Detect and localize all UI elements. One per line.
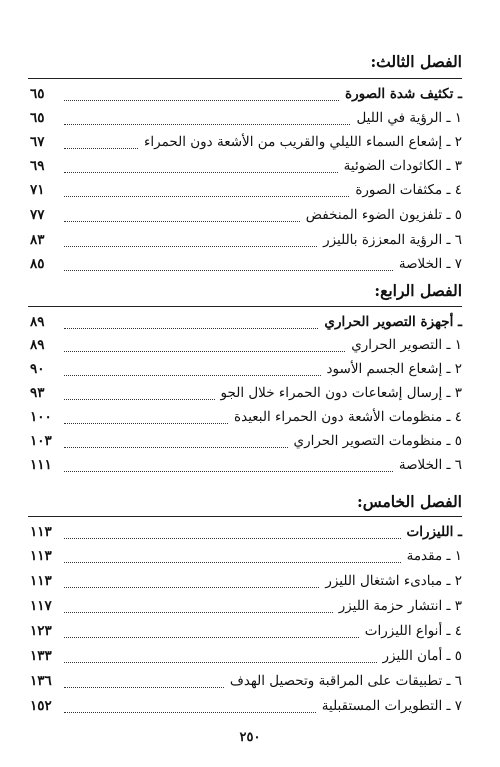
entry-page: ١١٣ [30,524,52,540]
toc-entry [30,453,462,477]
entry-title: ١ ـ التصوير الحراري [351,337,462,353]
entry-title: ـ أجهزة التصوير الحراري [324,314,462,330]
entry-page: ٧٧ [30,207,45,223]
entry-page: ٨٣ [30,232,45,248]
entry-page: ١٠٣ [30,433,52,449]
entry-page: ١١١ [30,457,52,473]
dot-leader [64,638,377,663]
chapter-heading: الفصل الثالث: [370,52,462,71]
entry-title: ٣ ـ إرسال إشعاعات دون الحمراء خلال الجو [220,385,462,401]
entry-page: ١٥٢ [30,698,52,714]
dot-leader [64,172,349,197]
page-number: ٢٥٠ [239,730,261,745]
entry-title: ٣ ـ الكاثودات الضوئية [343,158,462,174]
entry-page: ١٣٣ [30,648,52,664]
entry-title: ٧ ـ الخلاصة [398,256,462,272]
entry-page: ٨٩ [30,337,45,353]
dot-leader [64,304,318,329]
entry-title: ٢ ـ إشعاع السماء الليلي والقريب من الأشعة دون الحمراء [144,134,462,150]
dot-leader [64,124,138,149]
dot-leader [64,663,224,688]
dot-leader [64,588,333,613]
entry-title: ٢ ـ إشعاع الجسم الأسود [326,361,462,377]
dot-leader [64,246,393,271]
entry-title: ٣ ـ انتشار حزمة الليزر [338,598,462,614]
entry-title: ٤ ـ أنواع الليزرات [364,623,462,639]
chapter-heading: الفصل الخامس: [357,492,462,511]
entry-page: ٦٥ [30,110,45,126]
dot-leader [64,538,401,563]
dot-leader [64,563,319,588]
entry-page: ١٢٣ [30,623,52,639]
dot-leader [64,148,338,173]
entry-page: ١١٣ [30,548,52,564]
entry-page: ٦٩ [30,158,45,174]
entry-page: ٦٧ [30,134,45,150]
entry-title: ١ ـ الرؤية في الليل [356,110,462,126]
dot-leader [64,613,359,638]
dot-leader [64,222,317,247]
entry-title: ٥ ـ أمان الليزر [382,648,462,664]
dot-leader [64,399,228,424]
entry-title: ٤ ـ مكثفات الصورة [355,182,462,198]
dot-leader [64,197,300,222]
chapter-heading: الفصل الرابع: [374,281,462,300]
entry-title: ٦ ـ تطبيقات على المراقبة وتحصيل الهدف [229,673,462,689]
entry-title: ٦ ـ الخلاصة [398,457,462,473]
entry-title: ـ تكثيف شدة الصورة [345,86,462,102]
dot-leader [64,688,316,713]
dot-leader [64,351,321,376]
entry-title: ـ الليزرات [406,524,462,540]
entry-page: ١١٣ [30,573,52,589]
entry-page: ٨٩ [30,314,45,330]
entry-title: ١ ـ مقدمة [406,548,462,564]
entry-title: ٥ ـ تلفزيون الضوء المنخفض [305,207,462,223]
toc-entry [30,252,462,276]
entry-title: ٦ ـ الرؤية المعززة بالليزر [323,232,462,248]
dot-leader [64,327,345,352]
entry-page: ٩٣ [30,385,45,401]
entry-page: ١٣٦ [30,673,52,689]
entry-page: ١١٧ [30,598,52,614]
dot-leader [64,514,401,539]
entry-page: ٨٥ [30,256,45,272]
entry-title: ٤ ـ منظومات الأشعة دون الحمراء البعيدة [234,409,462,425]
entry-title: ٥ ـ منظومات التصوير الحراري [293,433,462,449]
entry-title: ٢ ـ مبادىء اشتغال الليزر [325,573,462,589]
toc-entry [30,694,462,718]
entry-page: ١٠٠ [30,409,52,425]
dot-leader [64,76,339,101]
entry-title: ٧ ـ التطويرات المستقبلية [321,698,462,714]
dot-leader [64,100,350,125]
dot-leader [64,423,288,448]
entry-page: ٦٥ [30,86,45,102]
entry-page: ٩٠ [30,361,45,377]
entry-page: ٧١ [30,182,45,198]
dot-leader [64,375,215,400]
dot-leader [64,447,393,472]
